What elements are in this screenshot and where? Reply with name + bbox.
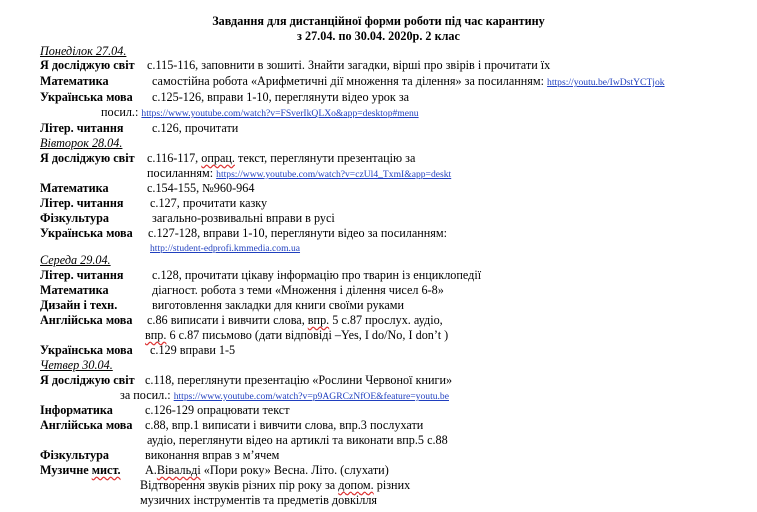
video-link[interactable]: https://www.youtube.com/watch?v=p9AGRCzNfOE&feature=youtu.be (173, 391, 449, 402)
task-text (150, 240, 300, 256)
subject-label: Я досліджую світ (40, 151, 135, 165)
subject-label: Я досліджую світ (40, 58, 135, 72)
doc-title-line-2: з 27.04. по 30.04. 2020р. 2 клас (297, 29, 460, 43)
subject-label: Фізкультура (40, 211, 109, 225)
task-text: с.126-129 опрацювати текст (145, 403, 290, 417)
task-text: с.126, прочитати (152, 121, 239, 135)
subject-label: Я досліджую світ (40, 373, 135, 387)
task-text: виконання вправ з м’ячем (145, 448, 280, 462)
task-text: посиланням: https://www.youtube.com/watch?v=czUl4_TxmI&app=deskt (147, 166, 452, 180)
subject-label: Українська мова (40, 226, 133, 240)
subject-label: Українська мова (40, 343, 133, 357)
task-text: загально-розвивальні вправи в русі (152, 211, 335, 225)
task-text: с.128, прочитати цікаву інформацію про тварин із енциклопедії (152, 268, 482, 282)
task-text: с.115-116, заповнити в зошиті. Знайти загадки, вірші про звірів і прочитати їх (147, 58, 551, 72)
subject-label: Літер. читання (40, 121, 124, 135)
subject-label: Інформатика (40, 403, 113, 417)
task-text: музичних інструментів та предметів довкілля (140, 493, 378, 507)
subject-label: Математика (40, 283, 109, 297)
task-text: впр. 6 с.87 письмово (дати відповіді –Yes, I do/No, I don’t ) (145, 328, 449, 342)
subject-label: Англійська мова (40, 313, 133, 327)
task-text: за посил.: https://www.youtube.com/watch?v=p9AGRCzNfOE&feature=youtu.be (120, 388, 449, 402)
task-text: діагност. робота з теми «Множення і ділення чисел 6-8» (152, 283, 444, 297)
subject-label: Українська мова (40, 90, 133, 104)
subject-label: Фізкультура (40, 448, 109, 462)
task-text: с.129 вправи 1-5 (150, 343, 236, 357)
day-heading-monday: Понеділок 27.04. (40, 44, 127, 58)
subject-label: Літер. читання (40, 196, 124, 210)
day-heading-tuesday: Вівторок 28.04. (40, 136, 123, 150)
task-text: с.154-155, №960-964 (147, 181, 255, 195)
subject-label: Математика (40, 74, 109, 88)
task-text: с.86 виписати і вивчити слова, впр. 5 с.87 прослух. аудіо, (147, 313, 443, 327)
web-link[interactable]: http://student-edprofi.kmmedia.com.ua (150, 243, 301, 254)
task-text: с.118, переглянути презентацію «Рослини Червоної книги» (145, 373, 453, 387)
video-link[interactable]: https://youtu.be/IwDstYCTjok (547, 77, 665, 88)
task-text: с.127, прочитати казку (150, 196, 268, 210)
task-text: Відтворення звуків різних пір року за допом. різних (140, 478, 411, 492)
task-text: виготовлення закладки для книги своїми руками (152, 298, 404, 312)
subject-label: Літер. читання (40, 268, 124, 282)
task-text: А.Вівальді «Пори року» Весна. Літо. (слухати) (145, 463, 389, 477)
task-text: с.125-126, вправи 1-10, переглянути відео урок за (152, 90, 410, 104)
task-text: с.116-117, опрац. текст, переглянути презентацію за (147, 151, 416, 165)
subject-label: Англійська мова (40, 418, 133, 432)
day-heading-thursday: Четвер 30.04. (40, 358, 113, 372)
task-text: самостійна робота «Арифметичні дії множення та ділення» за посиланням: https://youtu.be/IwDstYCTjok (152, 74, 665, 88)
subject-label: Математика (40, 181, 109, 195)
video-link[interactable]: https://www.youtube.com/watch?v=FSverIkQLXo&app=desktop#menu (141, 108, 419, 119)
day-heading-wednesday: Середа 29.04. (40, 253, 111, 267)
task-text: с.88, впр.1 виписати і вивчити слова, впр.3 послухати (145, 418, 424, 432)
subject-label: Музичне мист. (40, 463, 121, 477)
video-link[interactable]: https://www.youtube.com/watch?v=czUl4_TxmI&app=deskt (216, 169, 452, 180)
subject-label: Дизайн і техн. (40, 298, 118, 312)
doc-title-line-1: Завдання для дистанційної форми роботи під час карантину (212, 14, 545, 28)
task-text: аудіо, переглянути відео на артиклі та виконати впр.5 с.88 (147, 433, 448, 447)
task-text: посил.: https://www.youtube.com/watch?v=FSverIkQLXo&app=desktop#menu (101, 105, 419, 119)
task-text: с.127-128, вправи 1-10, переглянути відео за посиланням: (148, 226, 447, 240)
